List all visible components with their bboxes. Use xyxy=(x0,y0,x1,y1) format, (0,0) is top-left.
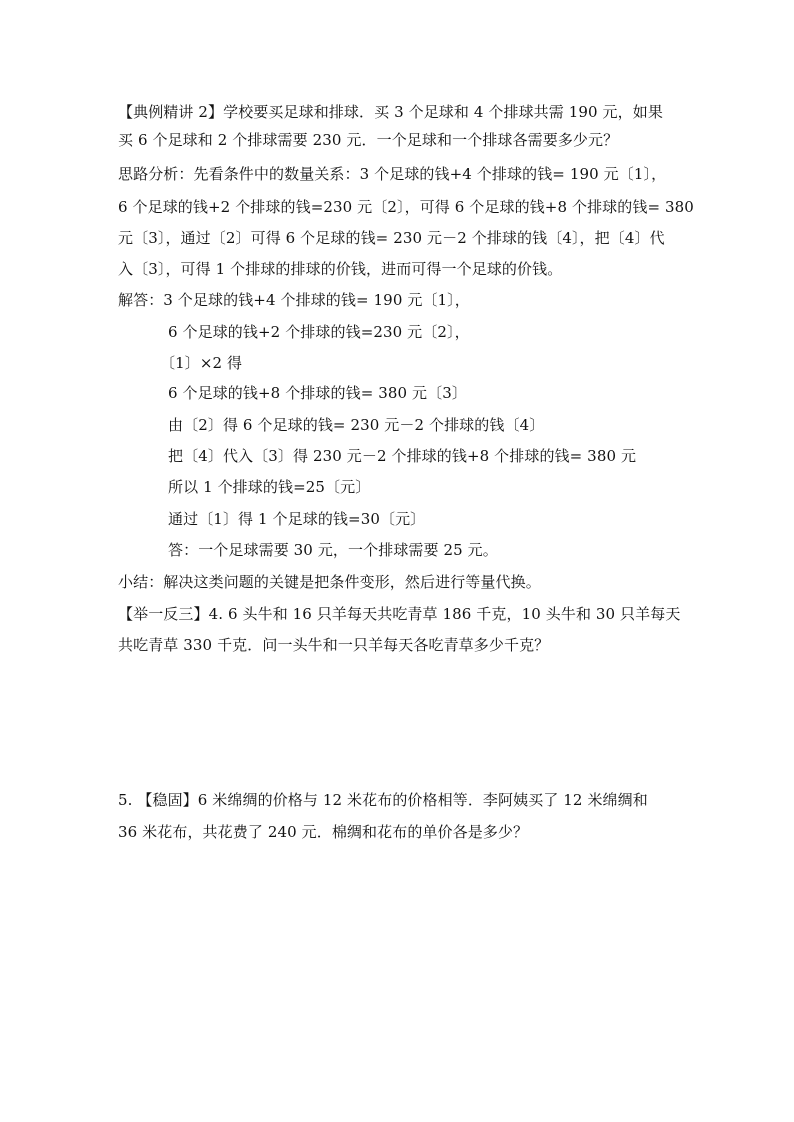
exercise4-line-1: 【举一反三】4. 6 头牛和 16 只羊每天共吃青草 186 千克，10 头牛和 30 只羊每天 xyxy=(118,605,681,623)
solution-line-6: 把〔4〕代入〔3〕得 230 元－2 个排球的钱+8 个排球的钱= 380 元 xyxy=(168,447,637,465)
solution-line-7: 所以 1 个排球的钱=25〔元〕 xyxy=(168,478,371,496)
solution-answer: 答：一个足球需要 30 元，一个排球需要 25 元。 xyxy=(168,541,498,559)
solution-line-8: 通过〔1〕得 1 个足球的钱=30〔元〕 xyxy=(168,510,426,528)
analysis-line-1: 思路分析：先看条件中的数量关系：3 个足球的钱+4 个排球的钱= 190 元〔1〕， xyxy=(118,165,667,183)
solution-line-5: 由〔2〕得 6 个足球的钱= 230 元－2 个排球的钱〔4〕 xyxy=(168,416,545,434)
example2-line-1: 【典例精讲 2】学校要买足球和排球．买 3 个足球和 4 个排球共需 190 元，如果 xyxy=(118,103,663,121)
analysis-line-4: 入〔3〕，可得 1 个排球的排球的价钱，进而可得一个足球的价钱。 xyxy=(118,260,563,278)
solution-line-2: 6 个足球的钱+2 个排球的钱=230 元〔2〕， xyxy=(168,323,470,341)
exercise5-line-1: 5. 【稳固】6 米绵绸的价格与 12 米花布的价格相等．李阿姨买了 12 米绵绸和 xyxy=(118,791,648,809)
solution-line-1: 解答：3 个足球的钱+4 个排球的钱= 190 元〔1〕， xyxy=(118,291,470,309)
solution-line-4: 6 个足球的钱+8 个排球的钱= 380 元〔3〕 xyxy=(168,384,467,402)
solution-line-3: 〔1〕×2 得 xyxy=(160,354,243,372)
analysis-line-3: 元〔3〕，通过〔2〕可得 6 个足球的钱= 230 元－2 个排球的钱〔4〕，把〔4〕代 xyxy=(118,229,665,247)
example2-line-2: 买 6 个足球和 2 个排球需要 230 元．一个足球和一个排球各需要多少元？ xyxy=(118,131,619,149)
exercise5-line-2: 36 米花布，共花费了 240 元．棉绸和花布的单价各是多少？ xyxy=(118,823,529,841)
exercise4-line-2: 共吃青草 330 千克．问一头牛和一只羊每天各吃青草多少千克？ xyxy=(118,636,550,654)
analysis-line-2: 6 个足球的钱+2 个排球的钱=230 元〔2〕，可得 6 个足球的钱+8 个排球的钱= 380 xyxy=(118,198,694,216)
summary-line: 小结：解决这类问题的关键是把条件变形，然后进行等量代换。 xyxy=(118,573,541,591)
